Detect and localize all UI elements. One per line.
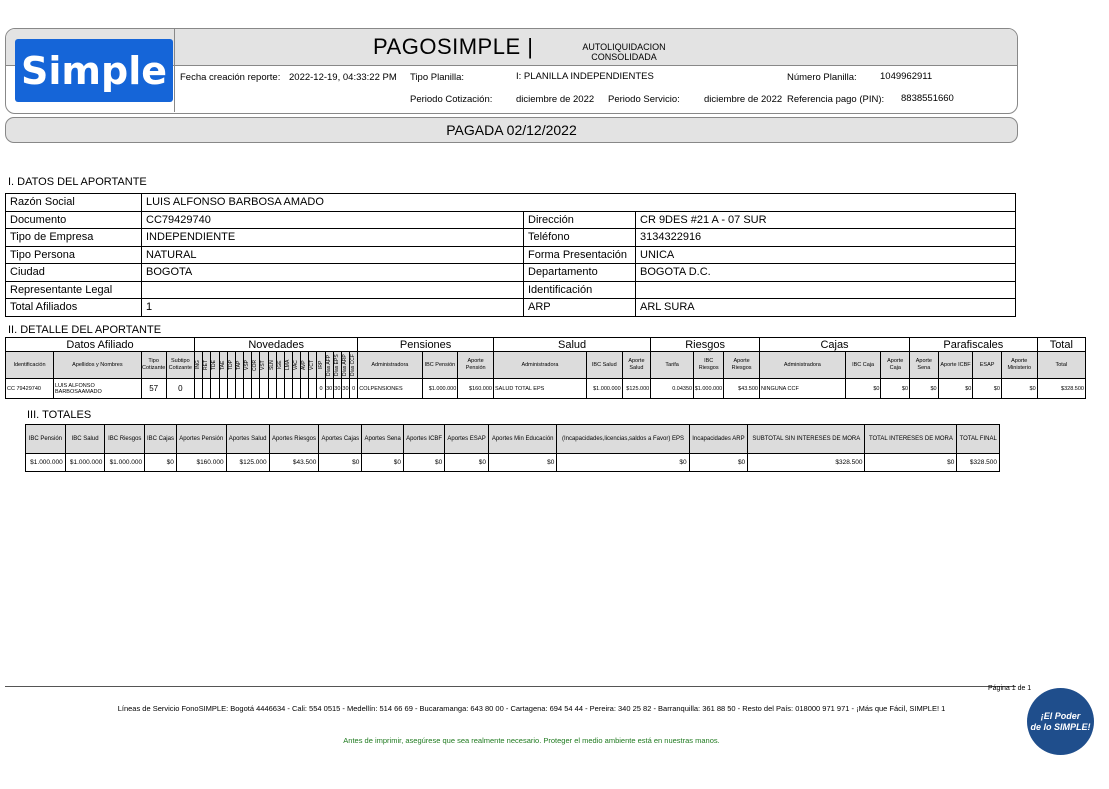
totales-header: Aportes Salud [226, 425, 269, 454]
cell-novedad-empty [260, 379, 268, 399]
group-total: Total [1037, 338, 1085, 352]
section-1-title: I. DATOS DEL APORTANTE [8, 176, 147, 188]
group-riesgos: Riesgos [651, 338, 760, 352]
col-aporte-riesgos: Aporte Riesgos [724, 352, 760, 379]
cell-novedad-empty [244, 379, 252, 399]
field-label: Dirección [524, 211, 636, 229]
col-novedad [317, 352, 325, 379]
cell-dias: 30 [341, 379, 349, 399]
totales-value: $0 [145, 454, 177, 472]
cell-novedad-empty [284, 379, 292, 399]
cell-total: $328.500 [1037, 379, 1085, 399]
novedad-label: VSP [244, 360, 251, 371]
col-aporte-salud: Aporte Salud [622, 352, 651, 379]
field-value: 1 [142, 299, 524, 317]
totales-header: Aportes Pensión [176, 425, 226, 454]
totales-header: Aportes Cajas [319, 425, 362, 454]
novedad-label: IGE [276, 360, 283, 370]
novedad-label: Días EPS [333, 354, 340, 376]
cell-novedad-empty [268, 379, 276, 399]
totales-value: $125.000 [226, 454, 269, 472]
novedad-label: TAP [235, 360, 242, 370]
field-label: Ciudad [6, 264, 142, 282]
col-aporte-pension: Aporte Pensión [458, 352, 494, 379]
totales-value: $328.500 [957, 454, 1000, 472]
novedad-label: RET [203, 360, 210, 370]
header-divider [174, 29, 175, 112]
col-novedad [284, 352, 292, 379]
totales-value: $0 [488, 454, 556, 472]
totales-header: Aportes Min Educación [488, 425, 556, 454]
cell-novedad-empty [292, 379, 300, 399]
cell-ibc-caja: $0 [845, 379, 881, 399]
col-ibc-riesgos: IBC Riesgos [694, 352, 724, 379]
cell-novedad-empty [309, 379, 317, 399]
totales-header: Aportes Riesgos [269, 425, 319, 454]
col-novedad [301, 352, 309, 379]
cell-tipo: 57 [141, 379, 166, 399]
aportante-row [6, 194, 1016, 212]
periodo-servicio-label: Periodo Servicio: [608, 94, 680, 105]
col-novedad [350, 352, 358, 379]
group-datos-afiliado: Datos Afiliado [6, 338, 195, 352]
simple-badge-logo: ¡El Poder de lo SIMPLE! [1027, 688, 1094, 755]
field-value: BOGOTA D.C. [636, 264, 1016, 282]
novedad-label: VST [260, 360, 267, 370]
field-label: Identificación [524, 281, 636, 299]
col-novedad [309, 352, 317, 379]
totales-value: $0 [445, 454, 489, 472]
cell-novedad-empty [227, 379, 235, 399]
col-novedad [260, 352, 268, 379]
footer-divider [5, 686, 1016, 687]
totales-header: TOTAL INTERESES DE MORA [865, 425, 957, 454]
cell-adm-pension: COLPENSIONES [358, 379, 422, 399]
totales-value: $1.000.000 [26, 454, 66, 472]
totales-header: IBC Riesgos [105, 425, 145, 454]
col-novedad [252, 352, 260, 379]
aportante-row [6, 264, 1016, 282]
cell-aporte-ministerio: $0 [1001, 379, 1037, 399]
cell-novedad-empty [276, 379, 284, 399]
tipo-planilla-value: I: PLANILLA INDEPENDIENTES [516, 71, 654, 82]
cell-ibc-riesgos: $1.000.000 [694, 379, 724, 399]
col-novedad [195, 352, 203, 379]
totales-value: $160.000 [176, 454, 226, 472]
aportante-row [6, 281, 1016, 299]
group-novedades: Novedades [195, 338, 358, 352]
cell-dias: 0 [350, 379, 358, 399]
cell-identificacion: CC 79429740 [6, 379, 54, 399]
novedad-label: Días ARP [341, 354, 348, 376]
totales-value: $0 [557, 454, 689, 472]
group-salud: Salud [494, 338, 651, 352]
novedad-label: TDP [227, 360, 234, 370]
aportante-row [6, 299, 1016, 317]
novedad-label: VAC [293, 360, 300, 370]
totales-header: Aportes Sena [362, 425, 404, 454]
col-novedad [341, 352, 349, 379]
col-novedad [227, 352, 235, 379]
col-novedad [219, 352, 227, 379]
cell-dias: 0 [317, 379, 325, 399]
cell-esap: $0 [973, 379, 1002, 399]
totales-header: Aportes ICBF [403, 425, 444, 454]
col-aporte-icbf: Aporte ICBF [938, 352, 973, 379]
cell-novedad-empty [211, 379, 219, 399]
col-esap: ESAP [973, 352, 1002, 379]
cell-aporte-pension: $160.000 [458, 379, 494, 399]
field-label: Forma Presentación [524, 246, 636, 264]
col-novedad [292, 352, 300, 379]
col-novedad [333, 352, 341, 379]
group-pensiones: Pensiones [358, 338, 494, 352]
group-parafiscales: Parafiscales [910, 338, 1038, 352]
totales-value: $1.000.000 [65, 454, 105, 472]
col-novedad [325, 352, 333, 379]
field-label: Total Afiliados [6, 299, 142, 317]
novedad-label: COR [252, 359, 259, 371]
cell-novedad-empty [252, 379, 260, 399]
cell-adm-salud: SALUD TOTAL EPS [494, 379, 587, 399]
fecha-label: Fecha creación reporte: [180, 72, 281, 83]
col-ibc-pension: IBC Pensión [422, 352, 458, 379]
col-novedad [268, 352, 276, 379]
aportante-row [6, 246, 1016, 264]
totales-value: $0 [362, 454, 404, 472]
field-label: Tipo Persona [6, 246, 142, 264]
col-aporte-ministerio: Aporte Ministerio [1001, 352, 1037, 379]
field-value: UNICA [636, 246, 1016, 264]
col-adm-pension: Administradora [358, 352, 422, 379]
col-ibc-salud: IBC Salud [586, 352, 622, 379]
field-value: INDEPENDIENTE [142, 229, 524, 247]
field-value [636, 281, 1016, 299]
report-subtitle: AUTOLIQUIDACION CONSOLIDADA [582, 42, 666, 62]
field-value: BOGOTA [142, 264, 524, 282]
cell-adm-caja: NINGUNA CCF [759, 379, 845, 399]
totales-header: SUBTOTAL SIN INTERESES DE MORA [748, 425, 865, 454]
col-ibc-caja: IBC Caja [845, 352, 881, 379]
status-banner: PAGADA 02/12/2022 [5, 117, 1018, 143]
totales-value: $328.500 [748, 454, 865, 472]
fecha-value: 2022-12-19, 04:33:22 PM [289, 72, 397, 83]
cell-novedad-empty [301, 379, 309, 399]
field-value: NATURAL [142, 246, 524, 264]
aportante-row [6, 211, 1016, 229]
totales-header: Aportes ESAP [445, 425, 489, 454]
cell-aporte-riesgos: $43.500 [724, 379, 760, 399]
col-adm-caja: Administradora [759, 352, 845, 379]
cell-tarifa: 0.04350 [651, 379, 694, 399]
field-label: Teléfono [524, 229, 636, 247]
totales-header: IBC Pensión [26, 425, 66, 454]
field-label: ARP [524, 299, 636, 317]
novedad-label: VCT [309, 360, 316, 370]
novedad-label: SLN [268, 360, 275, 370]
cell-novedad-empty [219, 379, 227, 399]
totales-header: (Incapacidades,licencias,saldos a Favor) EPS [557, 425, 689, 454]
field-label: Tipo de Empresa [6, 229, 142, 247]
cell-aporte-salud: $125.000 [622, 379, 651, 399]
totales-header: IBC Cajas [145, 425, 177, 454]
col-apellidos: Apellidos y Nombres [53, 352, 141, 379]
totales-value: $0 [319, 454, 362, 472]
field-label: Representante Legal [6, 281, 142, 299]
totales-value: $1.000.000 [105, 454, 145, 472]
aportante-row [6, 229, 1016, 247]
section-2-title: II. DETALLE DEL APORTANTE [8, 324, 162, 336]
tipo-planilla-label: Tipo Planilla: [410, 72, 465, 83]
cell-novedad-empty [203, 379, 211, 399]
cell-dias: 30 [325, 379, 333, 399]
numero-planilla-value: 1049962911 [880, 71, 933, 82]
novedad-label: LMA [284, 359, 291, 371]
totales-value: $43.500 [269, 454, 319, 472]
totales-header: TOTAL FINAL [957, 425, 1000, 454]
service-lines: Líneas de Servicio FonoSIMPLE: Bogotá 4446634 - Cali: 554 0515 - Medellín: 514 66 69 - Bucaramanga: 643 80 00 - Cartagena: 694 54 44 - Pereira: 340 25 82 - Barranquilla: 361 88 50 - Resto del País: 018000 971 971 - ¡Más que Fácil, SIMPLE! 1 [117, 704, 946, 713]
periodo-cotizacion-value: diciembre de 2022 [516, 94, 595, 105]
section-3-title: III. TOTALES [27, 409, 92, 421]
novedad-label: Días CCF [350, 354, 357, 376]
totales-table [25, 424, 1000, 472]
field-value: 3134322916 [636, 229, 1016, 247]
novedad-label: TAE [219, 360, 226, 370]
periodo-cotizacion-label: Periodo Cotización: [410, 94, 493, 105]
novedad-label: IRP [317, 360, 324, 370]
totales-header: IBC Salud [65, 425, 105, 454]
cell-aporte-sena: $0 [910, 379, 939, 399]
col-tipo-cotizante: Tipo Cotizante [141, 352, 166, 379]
group-cajas: Cajas [759, 338, 909, 352]
novedad-label: Días AFP [325, 354, 332, 376]
novedad-label: AVP [301, 360, 308, 370]
cell-ibc-salud: $1.000.000 [586, 379, 622, 399]
col-novedad [276, 352, 284, 379]
numero-planilla-label: Número Planilla: [787, 72, 857, 83]
field-value: LUIS ALFONSO BARBOSA AMADO [142, 194, 1016, 212]
page-title: PAGOSIMPLE | [373, 34, 534, 59]
col-aporte-sena: Aporte Sena [910, 352, 939, 379]
totales-value: $0 [403, 454, 444, 472]
simple-logo: Simple [15, 39, 173, 102]
novedad-label: ING [195, 360, 202, 370]
field-label: Razón Social [6, 194, 142, 212]
cell-novedad-empty [235, 379, 243, 399]
col-novedad [211, 352, 219, 379]
col-aporte-caja: Aporte Caja [881, 352, 910, 379]
cell-novedad-empty [195, 379, 203, 399]
totales-value: $0 [865, 454, 957, 472]
cell-subtipo: 0 [166, 379, 195, 399]
cell-aporte-icbf: $0 [938, 379, 973, 399]
totales-value: $0 [689, 454, 748, 472]
col-novedad [244, 352, 252, 379]
cell-aporte-caja: $0 [881, 379, 910, 399]
col-tarifa: Tarifa [651, 352, 694, 379]
field-value: CC79429740 [142, 211, 524, 229]
periodo-servicio-value: diciembre de 2022 [704, 94, 783, 105]
col-novedad [235, 352, 243, 379]
cell-dias: 30 [333, 379, 341, 399]
totales-header: Incapacidades ARP [689, 425, 748, 454]
col-subtipo-cotizante: Subtipo Cotizante [166, 352, 195, 379]
field-value: ARL SURA [636, 299, 1016, 317]
novedad-label: TDE [211, 360, 218, 370]
detalle-table [5, 337, 1086, 399]
field-label: Departamento [524, 264, 636, 282]
col-total: Total [1037, 352, 1085, 379]
referencia-value: 8838551660 [901, 93, 954, 104]
cell-apellidos: LUIS ALFONSO BARBOSAAMADO [53, 379, 141, 399]
cell-ibc-pension: $1.000.000 [422, 379, 458, 399]
col-adm-salud: Administradora [494, 352, 587, 379]
page-number: Página 1 de 1 [988, 685, 1032, 692]
col-novedad [203, 352, 211, 379]
field-value [142, 281, 524, 299]
field-value: CR 9DES #21 A - 07 SUR [636, 211, 1016, 229]
field-label: Documento [6, 211, 142, 229]
aportante-table [5, 193, 1016, 317]
referencia-label: Referencia pago (PIN): [787, 94, 885, 105]
col-identificacion: Identificación [6, 352, 54, 379]
eco-notice: Antes de imprimir, asegúrese que sea realmente necesario. Proteger el medio ambiente está en nuestras manos. [343, 736, 720, 745]
